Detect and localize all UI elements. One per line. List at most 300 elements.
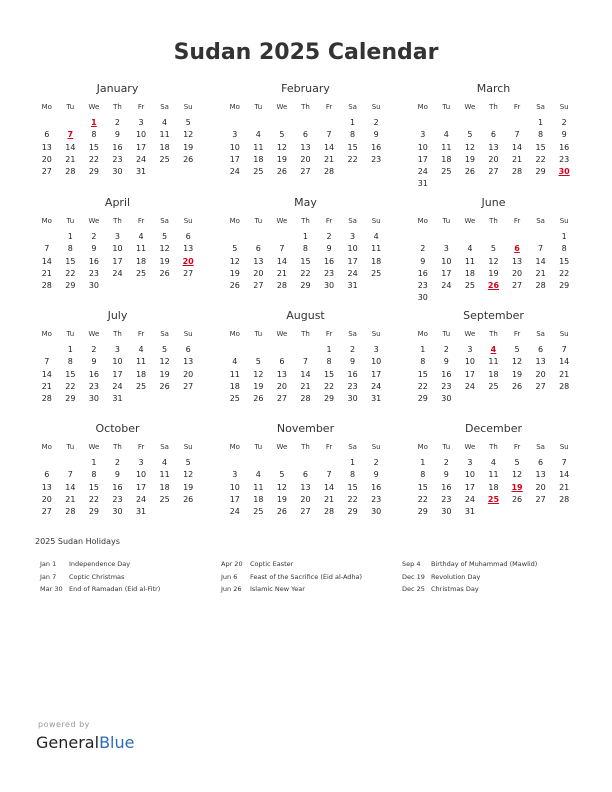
day-cell: 12 [183, 130, 194, 140]
week-row [35, 469, 200, 481]
day-cell: 25 [488, 381, 499, 391]
day-cell: 28 [65, 507, 76, 517]
weekday-label: We [88, 217, 100, 225]
day-cell: 29 [65, 394, 76, 404]
day-cell: 5 [514, 345, 520, 354]
day-cell: 17 [112, 256, 123, 266]
day-cell [458, 292, 482, 304]
day-cell: 14 [276, 256, 287, 266]
weekday-label: Tu [254, 443, 263, 451]
day-cell [35, 231, 59, 243]
day-cell: 27 [488, 167, 499, 177]
day-cell: 15 [347, 142, 358, 152]
weekday-label: Sa [160, 103, 169, 111]
week-row [35, 117, 200, 129]
day-cell: 9 [114, 130, 121, 140]
day-cell: 24 [464, 494, 475, 504]
day-cell [270, 231, 294, 243]
day-cell: 1 [67, 232, 73, 241]
day-cell: 23 [323, 268, 335, 278]
holiday-date: Dec 19 [402, 572, 425, 581]
day-cell: 30 [371, 507, 382, 517]
day-cell: 26 [159, 268, 170, 278]
day-cell: 24 [135, 494, 147, 504]
day-cell [176, 393, 200, 405]
day-cell: 1 [67, 345, 73, 354]
weekday-label: Th [113, 217, 122, 225]
day-cell: 20 [183, 369, 194, 379]
day-cell: 12 [159, 244, 170, 254]
day-cell: 10 [441, 256, 452, 266]
weekday-label: Sa [160, 330, 169, 338]
day-cell [35, 117, 59, 129]
day-cell: 12 [183, 470, 194, 480]
day-cell: 30 [112, 507, 123, 517]
day-cell: 23 [347, 381, 358, 391]
weekday-label: Mo [417, 103, 428, 111]
day-cell: 1 [420, 458, 426, 467]
week-row [411, 231, 576, 243]
day-cell [223, 457, 247, 469]
week-row [35, 482, 200, 494]
day-cell: 20 [300, 494, 311, 504]
day-cell: 1 [538, 118, 544, 127]
day-cell: 7 [326, 470, 332, 480]
page-title: Sudan 2025 Calendar [173, 40, 439, 65]
powered-by: powered by [38, 720, 90, 729]
weekday-label: Fr [325, 443, 333, 451]
week-row [411, 494, 576, 506]
day-cell: 3 [232, 470, 238, 480]
weekday-label: Su [559, 443, 569, 451]
day-cell: 2 [373, 118, 379, 127]
day-cell: 21 [535, 268, 546, 278]
week-row [411, 268, 576, 280]
day-cell: 12 [276, 482, 287, 492]
day-cell [529, 393, 553, 405]
day-cell: 13 [183, 244, 194, 254]
day-cell: 3 [114, 232, 121, 241]
weekday-label: Fr [137, 330, 145, 338]
day-cell [247, 457, 271, 469]
week-row [411, 280, 576, 292]
holiday-name: Independence Day [69, 560, 131, 568]
day-cell: 22 [559, 268, 570, 278]
week-row [223, 457, 388, 469]
day-cell: 22 [65, 268, 76, 278]
weekday-label: Tu [66, 443, 75, 451]
day-cell: 25 [441, 167, 452, 177]
day-cell: 6 [185, 232, 191, 241]
day-cell: 6 [302, 470, 309, 480]
week-row [35, 506, 200, 518]
day-cell: 5 [232, 244, 238, 254]
day-cell [176, 166, 200, 178]
week-row [223, 381, 388, 393]
holiday-item [40, 571, 220, 584]
day-cell: 10 [417, 142, 428, 152]
month-january [35, 82, 200, 178]
day-cell: 19 [183, 482, 194, 492]
day-cell: 15 [417, 369, 428, 379]
day-cell: 21 [41, 381, 52, 391]
day-cell: 30 [88, 281, 99, 291]
day-cell: 3 [467, 345, 473, 354]
day-cell: 14 [559, 470, 570, 480]
holiday-day: 25 [487, 494, 500, 504]
day-cell: 14 [65, 142, 76, 152]
day-cell: 23 [441, 494, 452, 504]
holiday-item [402, 571, 582, 584]
day-cell: 11 [253, 142, 264, 152]
day-cell [176, 506, 200, 518]
week-row [35, 142, 200, 154]
day-cell [129, 393, 153, 405]
day-cell: 4 [467, 244, 473, 254]
day-cell: 18 [253, 154, 264, 164]
weekday-header [411, 100, 576, 114]
day-cell: 23 [88, 268, 99, 278]
day-cell: 7 [326, 130, 332, 140]
weekday-label: Su [371, 103, 381, 111]
day-cell [435, 292, 459, 304]
day-cell: 15 [347, 482, 358, 492]
day-cell: 21 [323, 494, 335, 504]
day-cell [247, 117, 271, 129]
day-cell: 26 [183, 494, 194, 504]
day-cell: 1 [350, 458, 356, 467]
day-cell: 29 [417, 394, 428, 404]
week-row [223, 268, 388, 280]
week-row [223, 243, 388, 255]
holiday-name: Islamic New Year [250, 585, 305, 593]
day-cell: 17 [229, 494, 240, 504]
day-cell [317, 457, 341, 469]
day-cell: 21 [323, 154, 335, 164]
month-name: January [96, 82, 139, 95]
day-cell: 29 [559, 281, 570, 291]
day-cell: 28 [535, 281, 546, 291]
holiday-date: Apr 20 [221, 560, 243, 568]
day-cell: 8 [67, 357, 73, 367]
day-cell: 28 [41, 281, 52, 291]
weekday-label: Tu [66, 217, 75, 225]
day-cell: 10 [229, 482, 240, 492]
holiday-column [40, 558, 220, 596]
week-row [223, 280, 388, 292]
week-row [223, 129, 388, 141]
weekday-label: Mo [417, 330, 428, 338]
day-cell: 14 [559, 357, 570, 367]
day-cell: 29 [535, 167, 546, 177]
weekday-header [35, 100, 200, 114]
day-cell: 25 [135, 268, 147, 278]
day-cell: 18 [371, 256, 382, 266]
day-cell: 15 [88, 142, 99, 152]
day-cell [176, 280, 200, 292]
day-cell [294, 117, 318, 129]
week-row [411, 142, 576, 154]
day-cell: 18 [253, 494, 264, 504]
day-cell [552, 292, 576, 304]
weekday-label: Th [113, 330, 122, 338]
day-cell: 27 [253, 281, 264, 291]
weekday-label: Th [301, 443, 310, 451]
day-cell: 16 [441, 369, 452, 379]
weekday-label: Tu [254, 217, 263, 225]
weekday-label: Su [559, 217, 569, 225]
week-row [35, 369, 200, 381]
brand-logo[interactable] [36, 733, 134, 752]
weekday-label: We [276, 330, 288, 338]
day-cell: 13 [535, 470, 546, 480]
day-cell: 18 [135, 256, 147, 266]
day-cell: 23 [559, 154, 570, 164]
day-cell [505, 231, 529, 243]
day-cell: 16 [417, 268, 428, 278]
weekday-label: Th [301, 330, 310, 338]
week-row [223, 369, 388, 381]
day-cell: 9 [561, 130, 567, 140]
day-cell [435, 231, 459, 243]
day-cell: 27 [41, 507, 52, 517]
day-cell: 16 [112, 482, 123, 492]
day-cell [458, 231, 482, 243]
day-cell: 20 [535, 482, 546, 492]
weekday-label: We [88, 103, 100, 111]
day-cell: 22 [88, 494, 99, 504]
day-cell: 16 [347, 369, 358, 379]
weekday-label: Mo [229, 103, 240, 111]
holiday-date: Dec 25 [402, 585, 425, 593]
day-cell: 14 [535, 256, 546, 266]
day-cell: 12 [511, 357, 523, 367]
weekday-label: Tu [66, 103, 75, 111]
day-cell: 4 [232, 357, 238, 367]
week-row [411, 393, 576, 405]
day-cell [270, 117, 294, 129]
day-cell [294, 457, 318, 469]
week-row [411, 381, 576, 393]
day-cell: 9 [443, 470, 449, 480]
day-cell: 24 [112, 268, 123, 278]
weekday-label: Su [559, 330, 569, 338]
day-cell: 4 [162, 118, 168, 127]
day-cell: 5 [279, 470, 285, 480]
week-row [411, 292, 576, 304]
day-cell: 30 [112, 167, 123, 177]
day-cell [270, 344, 294, 356]
day-cell: 3 [467, 458, 473, 467]
day-cell: 20 [511, 268, 523, 278]
day-cell: 3 [114, 345, 121, 354]
week-row [223, 506, 388, 518]
weekday-label: We [464, 443, 476, 451]
weekday-label: Sa [536, 103, 545, 111]
day-cell: 14 [323, 142, 335, 152]
day-cell: 17 [417, 154, 428, 164]
weekday-label: Sa [536, 443, 545, 451]
day-cell: 7 [44, 357, 50, 367]
weekday-header [223, 214, 388, 228]
brand-general: General [36, 733, 100, 752]
day-cell: 15 [88, 482, 99, 492]
day-cell: 24 [371, 381, 382, 391]
day-cell: 13 [41, 142, 52, 152]
day-cell [364, 280, 388, 292]
day-cell [482, 117, 506, 129]
week-row [223, 231, 388, 243]
week-row [223, 356, 388, 368]
week-row [35, 154, 200, 166]
day-cell: 14 [41, 256, 52, 266]
day-cell: 18 [135, 369, 147, 379]
day-cell: 3 [350, 232, 356, 241]
day-cell: 18 [159, 482, 170, 492]
day-cell [223, 344, 247, 356]
day-cell: 8 [91, 470, 97, 480]
weekday-label: Mo [41, 217, 52, 225]
day-cell: 16 [112, 142, 123, 152]
day-cell [505, 393, 529, 405]
day-cell: 6 [279, 357, 285, 367]
day-cell: 7 [538, 244, 544, 254]
day-cell: 10 [135, 130, 147, 140]
weekday-label: Su [183, 217, 193, 225]
weekday-label: Su [371, 217, 381, 225]
week-row [223, 154, 388, 166]
day-cell: 21 [511, 154, 523, 164]
day-cell: 6 [538, 345, 544, 354]
weekday-label: We [464, 103, 476, 111]
day-cell: 31 [112, 394, 123, 404]
day-cell: 21 [300, 381, 311, 391]
day-cell: 30 [417, 293, 428, 303]
day-cell: 13 [535, 357, 546, 367]
holidays-title: 2025 Sudan Holidays [35, 537, 120, 546]
day-cell: 24 [464, 381, 475, 391]
day-cell: 11 [159, 470, 170, 480]
day-cell: 13 [300, 142, 311, 152]
weekday-label: Tu [66, 330, 75, 338]
week-row [35, 457, 200, 469]
day-cell: 22 [347, 154, 358, 164]
day-cell: 17 [464, 482, 475, 492]
day-cell: 26 [159, 381, 170, 391]
holiday-date: Jun 26 [221, 585, 242, 593]
day-cell: 2 [114, 118, 121, 127]
day-cell: 19 [229, 268, 240, 278]
holiday-item [402, 558, 582, 571]
month-july [35, 309, 200, 405]
week-row [35, 344, 200, 356]
day-cell: 27 [535, 381, 546, 391]
day-cell: 28 [65, 167, 76, 177]
holiday-item [221, 571, 401, 584]
week-row [223, 142, 388, 154]
day-cell [106, 280, 130, 292]
weekday-label: Sa [160, 217, 169, 225]
month-may [223, 196, 388, 292]
weekday-label: Th [489, 330, 498, 338]
day-cell: 28 [41, 394, 52, 404]
month-october [35, 422, 200, 518]
week-row [411, 482, 576, 494]
day-cell: 14 [323, 482, 335, 492]
weekday-header [35, 440, 200, 454]
day-cell: 27 [300, 167, 311, 177]
day-cell: 1 [420, 345, 426, 354]
day-cell [129, 280, 153, 292]
week-row [35, 129, 200, 141]
weekday-label: We [276, 103, 288, 111]
weekday-label: Mo [417, 443, 428, 451]
weekday-label: Tu [442, 103, 451, 111]
month-march [411, 82, 576, 191]
day-cell: 20 [253, 268, 264, 278]
day-cell: 9 [114, 470, 121, 480]
weekday-header [411, 214, 576, 228]
day-cell: 24 [417, 167, 428, 177]
day-cell: 11 [159, 130, 170, 140]
day-cell: 15 [300, 256, 311, 266]
day-cell: 20 [276, 381, 287, 391]
weekday-label: Fr [325, 330, 333, 338]
weekday-label: Fr [325, 103, 333, 111]
day-cell: 6 [538, 458, 544, 467]
week-row [411, 457, 576, 469]
day-cell: 13 [183, 357, 194, 367]
week-row [223, 256, 388, 268]
month-name: April [104, 196, 131, 209]
day-cell: 25 [159, 494, 170, 504]
day-cell: 16 [371, 142, 382, 152]
day-cell: 25 [464, 281, 475, 291]
weekday-header [223, 327, 388, 341]
weekday-label: Fr [137, 103, 145, 111]
day-cell: 11 [464, 256, 475, 266]
week-row [223, 494, 388, 506]
week-row [411, 344, 576, 356]
holiday-item [40, 558, 220, 571]
weekday-header [223, 440, 388, 454]
day-cell: 29 [88, 167, 99, 177]
weekday-label: Th [113, 443, 122, 451]
day-cell: 16 [371, 482, 382, 492]
day-cell: 16 [441, 482, 452, 492]
day-cell [482, 231, 506, 243]
day-cell: 25 [371, 268, 382, 278]
weekday-label: Sa [348, 103, 357, 111]
day-cell [435, 178, 459, 190]
month-name: September [463, 309, 524, 322]
week-row [35, 393, 200, 405]
day-cell: 4 [138, 345, 144, 354]
day-cell: 15 [323, 369, 335, 379]
holiday-item [402, 583, 582, 596]
day-cell: 8 [350, 130, 356, 140]
day-cell [59, 117, 83, 129]
holiday-day: 6 [514, 244, 520, 254]
day-cell: 26 [464, 167, 475, 177]
day-cell: 6 [44, 130, 50, 140]
day-cell: 23 [371, 494, 382, 504]
day-cell: 19 [488, 268, 499, 278]
week-row [35, 280, 200, 292]
holiday-name: Coptic Easter [250, 560, 294, 568]
day-cell: 22 [323, 381, 335, 391]
day-cell: 9 [91, 357, 97, 367]
